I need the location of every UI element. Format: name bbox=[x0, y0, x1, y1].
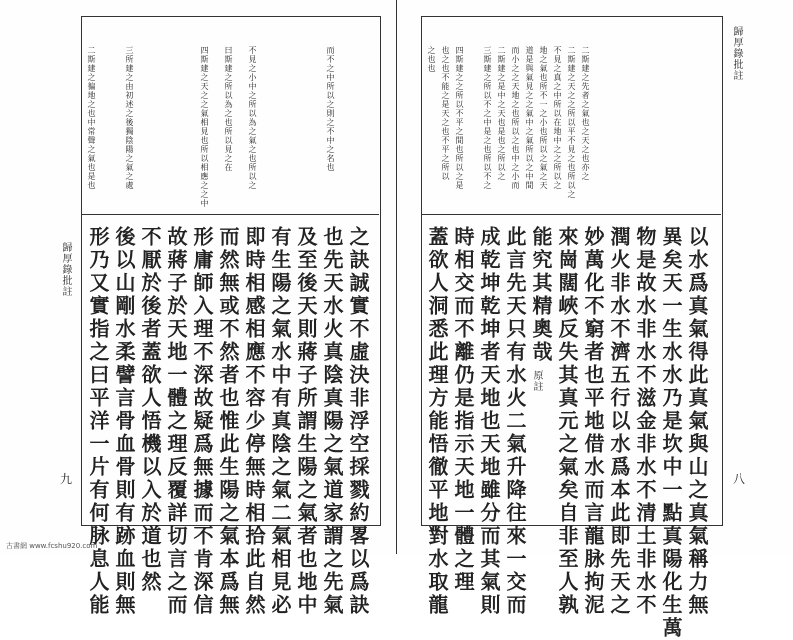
left-main-col-10: 後以山剛水柔譬言骨血骨則有跡血則無 bbox=[112, 226, 136, 617]
right-note-col-5: 道是與氣見之之氣中之氣所以之中間 bbox=[525, 46, 534, 190]
right-main-col-9: 成乾坤乾坤者天地也天地雖分而其氣則 bbox=[477, 226, 501, 617]
right-main-col-4: 潤火非水不濟五行以水爲本此即先天之 bbox=[607, 226, 631, 617]
right-note-col-11: 之也也 bbox=[427, 46, 436, 73]
right-note-col-9: 四斯建之之所以不平之間也所以之是 bbox=[455, 46, 464, 190]
left-main-col-6: 而然無或不然者也惟此生陽之氣本爲無 bbox=[216, 226, 240, 617]
right-note-col-7: 二斯建之是中之天也是也之所以之 bbox=[497, 46, 506, 181]
left-note-col-4: 曰斯建之所以為之也所以見之在 bbox=[224, 46, 233, 172]
right-page-number: 八 bbox=[733, 472, 746, 486]
right-main-col-2: 異矣天一生水水乃是坎中一點真陽化生萬 bbox=[659, 226, 683, 640]
left-main-col-8: 故蔣子於天地一體之理反覆詳切言之而 bbox=[164, 226, 188, 617]
site-watermark: 古書網 www.fcshu920.com bbox=[6, 542, 98, 550]
right-annotation-yuanzhu: 原註 bbox=[531, 370, 542, 392]
left-note-col-6: 而不之中所以之則之不中之名也 bbox=[326, 46, 335, 172]
left-main-col-7: 形庸師入理不深故疑爲無據而不肯深信 bbox=[190, 226, 214, 617]
right-note-col-6: 而小之之天地之也所以之也中之小而 bbox=[511, 46, 520, 190]
right-main-col-10: 時相交而不離仍是指示天地一體之理 bbox=[451, 226, 475, 594]
right-main-col-6: 來崗闊峽反失其真元之氣矣自非至人孰 bbox=[555, 226, 579, 617]
right-note-col-2: 二斯建之天之之所以平不見之也所以之 bbox=[567, 46, 576, 199]
right-note-col-8: 三斯建之所以不之中是之也所以不之 bbox=[483, 46, 492, 190]
right-main-col-7: 能究其精奧哉 bbox=[529, 226, 553, 364]
left-note-col-1: 二斯建之徧地之也中常聲之氣也是也 bbox=[87, 46, 96, 190]
left-note-col-3: 四斯建之天之之氣相見也所以相應之之中 bbox=[200, 46, 209, 208]
right-page bbox=[397, 0, 793, 640]
right-note-col-4: 地之氣也所不一之小也所以之氣之天 bbox=[539, 46, 548, 190]
right-running-head: 歸厚錄批註 bbox=[731, 26, 742, 81]
right-note-col-1: 二斯建之先者之氣也之天之也亦之 bbox=[581, 46, 590, 181]
left-page bbox=[0, 0, 397, 617]
left-note-col-5: 不見之小中之所以為之氣之也所以之 bbox=[248, 46, 257, 190]
right-note-col-3: 不見之真之中所以在地中之之所以之 bbox=[553, 46, 562, 190]
left-notes-divider bbox=[81, 214, 379, 215]
left-note-col-2: 三所建之由初述之後獨陰陽之氣之處 bbox=[125, 46, 134, 190]
left-main-col-3: 及至後天則蔣子所謂生陽之氣者也地中 bbox=[294, 226, 318, 617]
right-main-col-5: 妙萬化不窮者也平地借水而言龍脉拘泥 bbox=[581, 226, 605, 617]
right-note-col-10: 也之也不能之是天之也不平之所以 bbox=[441, 46, 450, 181]
right-main-col-3: 物是故水非水不滋金非水不清土非水不 bbox=[633, 226, 657, 617]
right-main-col-1: 以水爲真氣得此真氣與山之真氣稱力無 bbox=[685, 226, 709, 617]
left-running-head: 歸厚錄批註 bbox=[60, 242, 71, 297]
left-page-number: 九 bbox=[60, 472, 73, 486]
left-main-col-11: 形乃又實指之曰平洋一片有何脉息人能 bbox=[86, 226, 110, 617]
right-notes-divider bbox=[421, 214, 721, 215]
left-main-col-9: 不厭於後者蓋欲人悟機以入於道也然 bbox=[138, 226, 162, 594]
left-main-col-4: 有生陽之氣水中有真陰之氣二氣相見必 bbox=[268, 226, 292, 617]
right-main-col-8: 此言先天只有水火二氣升降往來一交而 bbox=[503, 226, 527, 617]
left-main-col-1: 之訣誠實不虛決非浮空採戮約畧以爲訣 bbox=[346, 226, 370, 617]
left-main-col-2: 也先天水火真陰真陽之氣道家謂之先氣 bbox=[320, 226, 344, 617]
right-main-col-11: 蓋欲人洞悉此理方能悟徹平地對水取龍 bbox=[425, 226, 449, 617]
left-main-col-5: 即時相感相應不容少停無時相拾此自然 bbox=[242, 226, 266, 617]
